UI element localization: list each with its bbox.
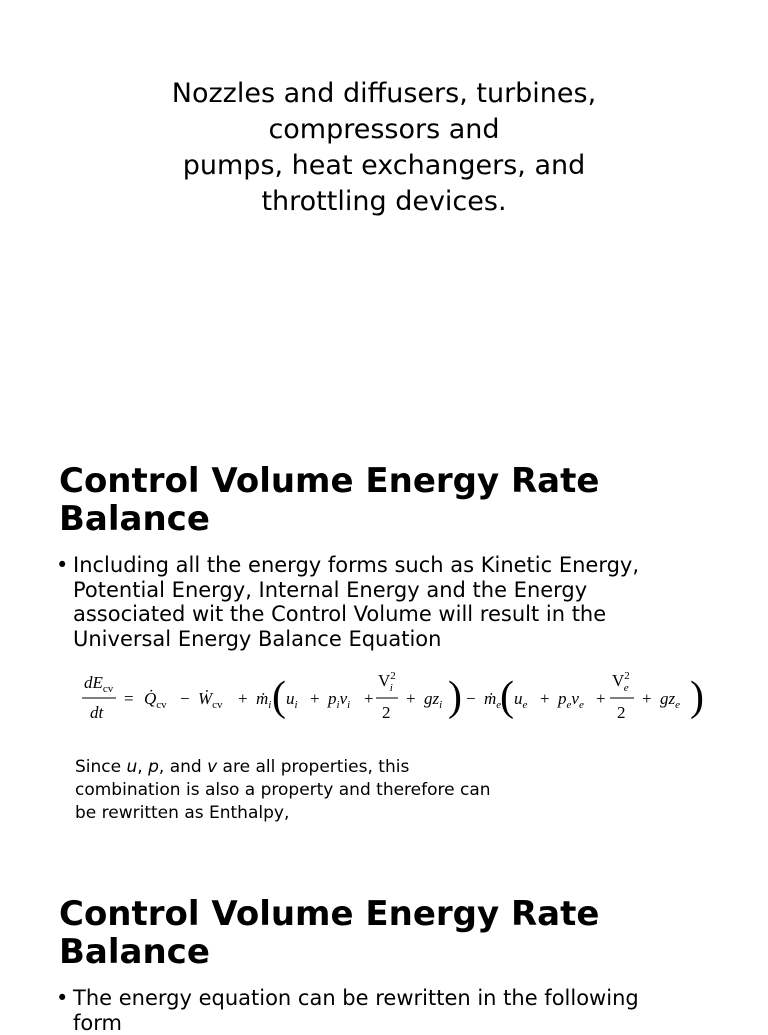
bullet-dot: • [56,553,70,578]
svg-text:ue: $u_e$ [514,689,528,711]
svg-text:gzi: $gz_i$ [424,689,442,711]
svg-text:+: + [364,689,374,708]
svg-text:ṁe: ṁ$_e$ [484,689,501,711]
svg-text:Ẇcv: Ẇ$_{cv}$ [198,689,223,711]
bullet-line: Including all the energy forms such as Kinetic Energy, [73,553,746,578]
svg-text:peve: $p_ev_e$ [557,689,584,711]
svg-text:−: − [180,689,190,708]
title-line: Nozzles and diffusers, turbines, [0,76,768,112]
svg-text:(: ( [272,674,286,720]
energy-balance-equation [76,664,708,726]
bullet-line: The energy equation can be rewritten in the following [73,986,746,1011]
slide-title [0,76,768,220]
svg-text:+: + [406,689,416,708]
svg-text:ṁi: ṁ$_i$ [256,689,271,711]
svg-text:pivi: $p_iv_i$ [327,689,350,711]
svg-text:+: + [540,689,550,708]
note-line: be rewritten as Enthalpy, [75,802,635,825]
section-heading [59,462,719,538]
svg-text:2: 2 [382,703,391,722]
svg-text:V2e: $V^2$ e [612,670,630,694]
note-line: Since u, p, and v are all properties, this [75,756,635,779]
heading-line: Control Volume Energy Rate [59,462,719,500]
heading-line: Balance [59,933,719,971]
title-line: compressors and [0,112,768,148]
svg-text:): ) [690,674,704,720]
svg-text:dt: dt [90,703,105,722]
bullet-line: Universal Energy Balance Equation [73,627,746,652]
svg-text:dEcv: $dE_{cv}$ [84,673,114,695]
note-line: combination is also a property and therefore can [75,779,635,802]
bullet-line: form [73,1011,746,1035]
bullet-line: associated wit the Control Volume will result in the [73,602,746,627]
svg-text:+: + [238,689,248,708]
title-line: pumps, heat exchangers, and [0,148,768,184]
heading-line: Control Volume Energy Rate [59,895,719,933]
bullet-line: Potential Energy, Internal Energy and the Energy [73,578,746,603]
svg-text:Q̇cv: $Q̇_{cv}$ [144,689,167,711]
bullet-item [56,986,746,1035]
svg-text:=: = [124,689,134,708]
svg-text:gze: $gz_e$ [660,689,680,711]
svg-text:(: ( [500,674,514,720]
svg-text:2: 2 [617,703,626,722]
bullet-dot: • [56,986,70,1011]
heading-line: Balance [59,500,719,538]
title-line: throttling devices. [0,184,768,220]
svg-text:+: + [310,689,320,708]
section-heading [59,895,719,971]
enthalpy-note [75,756,635,825]
svg-text:V2i: $V^2$ i [378,670,396,694]
svg-text:+: + [642,689,652,708]
svg-text:): ) [448,674,462,720]
svg-text:+: + [596,689,606,708]
svg-text:ui: $u_i$ [286,689,298,711]
bullet-item [56,553,746,651]
svg-text:−: − [466,689,476,708]
